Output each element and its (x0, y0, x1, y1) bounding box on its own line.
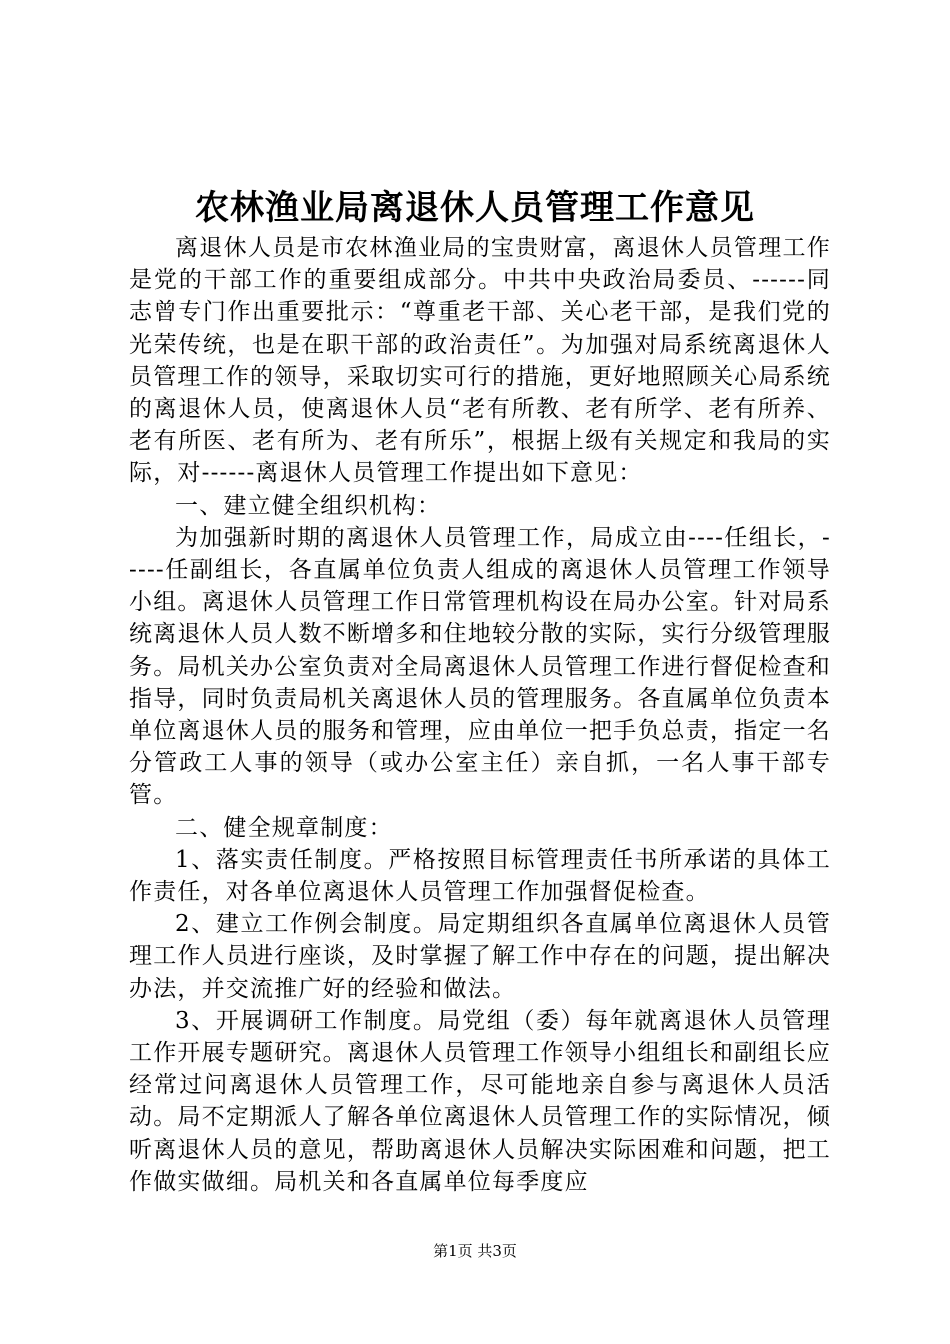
document-body (129, 232, 831, 1198)
paragraph: 1、落实责任制度。严格按照目标管理责任书所承诺的具体工作责任，对各单位离退休人员管理工作加强督促检查。 (129, 846, 831, 906)
section-heading: 一、建立健全组织机构： (175, 492, 442, 519)
paragraph: 2、建立工作例会制度。局定期组织各直属单位离退休人员管理工作人员进行座谈，及时掌握了解工作中存在的问题，提出解决办法，并交流推广好的经验和做法。 (129, 911, 831, 1002)
paragraph: 离退休人员是市农林渔业局的宝贵财富，离退休人员管理工作是党的干部工作的重要组成部分。中共中央政治局委员、------同志曾专门作出重要批示：“尊重老干部、关心老干部，是我们党的光荣传统，也是在职干部的政治责任”。为加强对局系统离退休人员管理工作的领导，采取切实可行的措施，更好地照顾关心局系统的离退休人员，使离退休人员“老有所教、老有所学、老有所养、老有所医、老有所为、老有所乐”，根据上级有关规定和我局的实际，对------离退休人员管理工作提出如下意见： (129, 235, 831, 487)
section-heading: 二、健全规章制度： (175, 814, 393, 841)
page-number-footer: 第1页 共3页 (433, 1242, 517, 1260)
paragraph: 为加强新时期的离退休人员管理工作，局成立由----任组长，-----任副组长，各直属单位负责人组成的离退休人员管理工作领导小组。离退休人员管理工作日常管理机构设在局办公室。针对局系统离退休人员人数不断增多和住地较分散的实际，实行分级管理服务。局机关办公室负责对全局离退休人员管理工作进行督促检查和指导，同时负责局机关离退休人员的管理服务。各直属单位负责本单位离退休人员的服务和管理，应由单位一把手负总责，指定一名分管政工人事的领导（或办公室主任）亲自抓，一名人事干部专管。 (129, 524, 831, 809)
document-title: 农林渔业局离退休人员管理工作意见 (195, 188, 755, 228)
paragraph: 3、开展调研工作制度。局党组（委）每年就离退休人员管理工作开展专题研究。离退休人员管理工作领导小组组长和副组长应经常过问离退休人员管理工作，尽可能地亲自参与离退休人员活动。局不定期派人了解各单位离退休人员管理工作的实际情况，倾听离退休人员的意见，帮助离退休人员解决实际困难和问题，把工作做实做细。局机关和各直属单位每季度应 (129, 1007, 831, 1195)
